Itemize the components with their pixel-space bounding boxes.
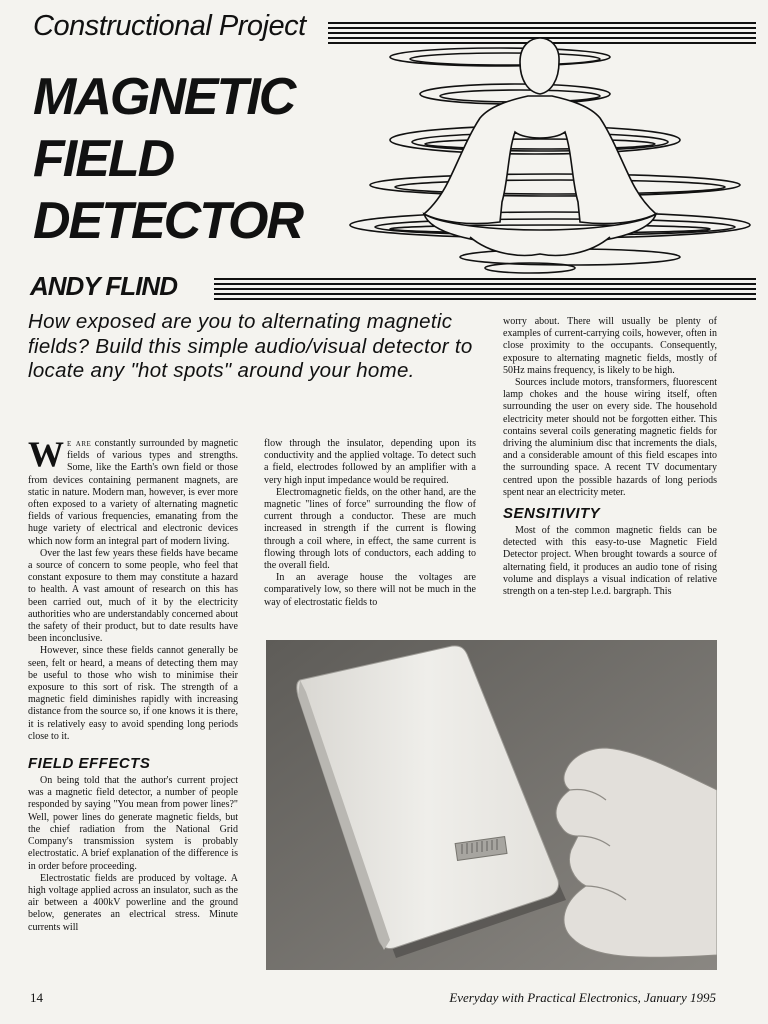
- col3-paragraph-1: worry about. There will usually be plenty of examples of current-carrying coils, however, often in close proximity to the occupants. Consequently, exposure to alternating magnetic fields, mostly of 50Hz mains frequency, is likely to be high.: [503, 316, 717, 376]
- title-line-1: MAGNETIC: [33, 68, 295, 126]
- detector-photo: [266, 640, 717, 970]
- col3-paragraph-2: Sources include motors, transformers, fluorescent lamp chokes and the house wiring itself, often surrounding the user on every side. The household electricity meter should not be forgotten either. This contains several coils generating magnetic fields for driving the aluminium disc that increments the dials, and a considerable amount of this field escapes into the surrounding space. A recent TV documentary centred upon the possible hazards of long periods spent near an electricity meter.: [503, 377, 717, 498]
- col1-paragraph-5: Electrostatic fields are produced by voltage. A high voltage applied across an insulator, such as the air between a 400kV powerline and the ground below, generates an electrical stress. Minute currents will: [28, 872, 238, 933]
- author-name: ANDY FLIND: [30, 271, 177, 301]
- page-number: 14: [30, 990, 43, 1005]
- col1-paragraph-1: [28, 434, 239, 548]
- meditating-figure-illustration: [340, 32, 765, 280]
- col1-paragraph-3: However, since these fields cannot generally be seen, felt or heard, a means of detecting them may be useful to those who wish to minimise their exposure to this sort of risk. The strength of a magnetic field diminishes rapidly with increasing distance from the source so, if one knows it is there, it is relatively easy to avoid spending long periods close to it.: [28, 645, 238, 742]
- article-column-1: [28, 434, 239, 934]
- col2-paragraph-1: flow through the insulator, depending upon its conductivity and the applied voltage. To detect such a field, electrodes followed by an amplifier with a very high input impedance would be required.: [264, 438, 476, 486]
- col1-paragraph-4: On being told that the author's current project was a magnetic field detector, a number of people responded by saying "You mean from power lines?" Well, power lines do generate magnetic fields, but the chief radiation from the National Grid Company's transmission system is probably electrostatic. A brief explanation of the difference is in order before proceeding.: [28, 775, 238, 872]
- article-title: [33, 66, 302, 252]
- col2-paragraph-2: Electromagnetic fields, on the other hand, are the magnetic "lines of force" surrounding the flow of current through a conductor. These are much increased in strength if the current is flowing through a coil where, in effect, the same current is flowing through lots of conductors, each adding to the overall field.: [264, 486, 476, 572]
- title-line-2: FIELD: [33, 130, 174, 188]
- col1-paragraph-2: Over the last few years these fields have became a source of concern to some people, who feel that constant exposure to them may constitute a hazard to health. A vast amount of research on this has been carried out, much of it by the electricity authorities who are understandably concerned about the safety of their product, but to date results have been inconclusive.: [28, 547, 238, 645]
- publication-footer: Everyday with Practical Electronics, January 1995: [449, 990, 716, 1005]
- title-line-3: DETECTOR: [33, 192, 303, 250]
- col1-p1-text: constantly surrounded by magnetic fields of various types and strengths. Some, like the Earth's own field or those from devices containing permanent magnets, are static in nature. Modern man, however, is ever more often exposed to a variety of alternating magnetic fields of various frequencies, emanating from the huge variety of electrical and electronic devices which now form an integral part of modern living.: [28, 438, 239, 547]
- heading-sensitivity: SENSITIVITY: [503, 505, 601, 523]
- drop-cap: W: [28, 434, 64, 474]
- col2-paragraph-3: In an average house the voltages are comparatively low, so there will not be much in the way of electrostatic fields to: [264, 572, 476, 608]
- standfirst: How exposed are you to alternating magnetic fields? Build this simple audio/visual detector to locate any "hot spots" around your home.: [28, 310, 473, 382]
- col3-paragraph-3: Most of the common magnetic fields can be detected with this easy-to-use Magnetic Field Detector project. When brought towards a source of alternating field, it produces an audio tone of rising volume and displays a visual indication of relative strength on a ten-step l.e.d. bargraph. This: [503, 525, 717, 598]
- lead-in-caps: e are: [67, 438, 92, 449]
- article-column-3: [503, 316, 717, 598]
- article-column-2: [264, 438, 476, 609]
- section-kicker: Constructional Project: [33, 10, 306, 42]
- author-rule: [214, 278, 756, 300]
- heading-field-effects: FIELD EFFECTS: [28, 755, 151, 773]
